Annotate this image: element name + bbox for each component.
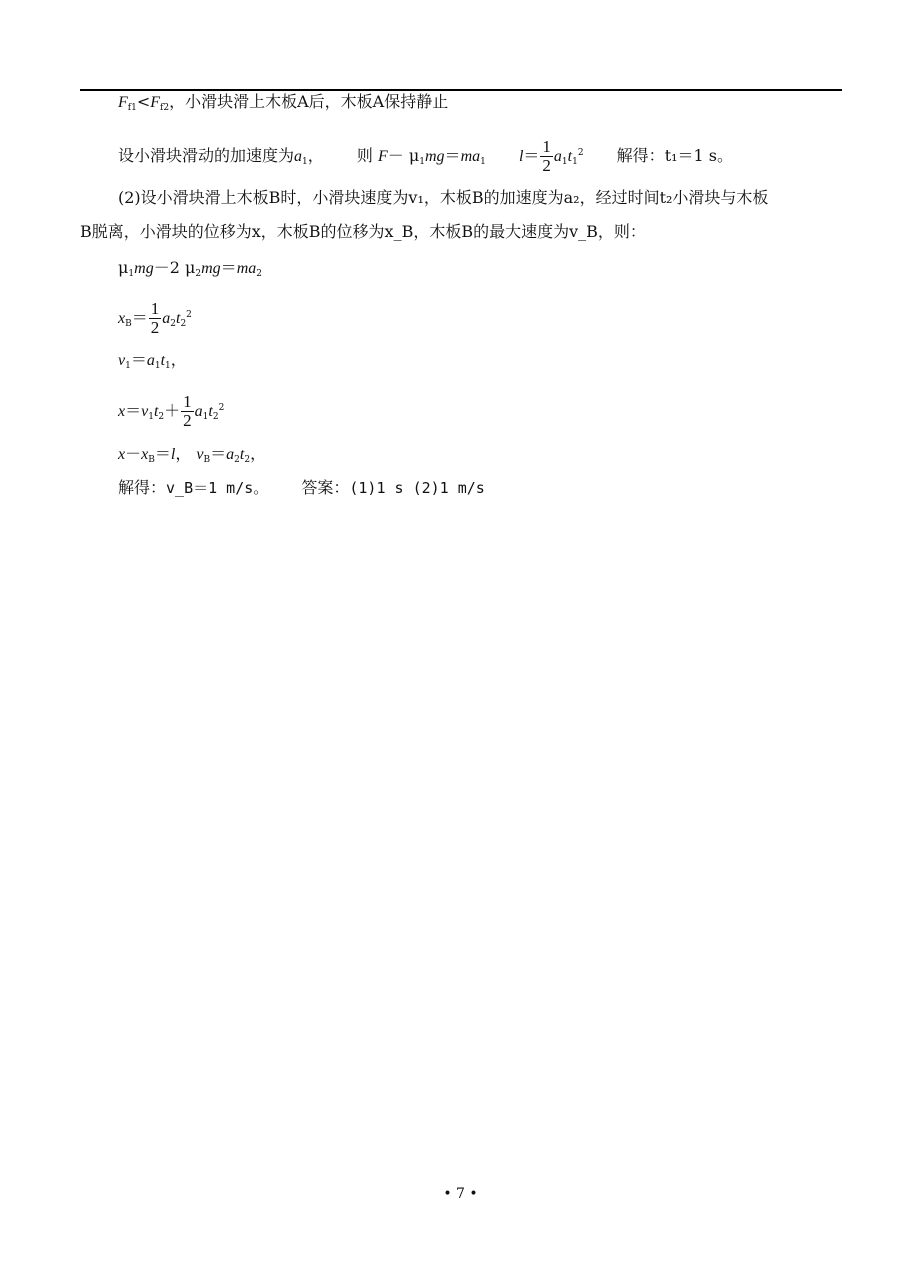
page-number: • 7 • — [443, 1186, 478, 1202]
time-result: t₁＝1 s。 — [664, 146, 734, 165]
condition-line: $F_{f1}<F_{f2}$，小滑块滑上木板A后，木板A保持静止 — [118, 92, 449, 113]
equation-displacement-b: $x_B=$ $\frac{1}{2}$ $a_2t_2^2$ — [118, 299, 192, 337]
acceleration-line: 设小滑块滑动的加速度为$a_1$， 则 $F- \mu_1mg=ma_1$ l＝ $\frac{1}{2}$ $a_1t_1^2$ 解得：t₁＝1 s。 — [118, 137, 734, 175]
equation-relative: $x-x_B=l$， $v_B=a_2t_2$， — [118, 444, 267, 465]
answer-label: 答案： — [301, 478, 350, 497]
fraction-half: $\frac{1}{2}$ — [542, 137, 551, 175]
answer-text: (1)1 s (2)1 m/s — [349, 479, 485, 497]
final-result: v_B＝1 m/s。 — [166, 479, 269, 497]
final-answer-line — [118, 478, 485, 498]
then-word: 则 — [356, 146, 373, 165]
equation-displacement-x: $x=v_1t_2+$ $\frac{1}{2}$ $a_1t_2^2$ — [118, 392, 225, 430]
equation-force: $\mu_1mg-2$ $\mu_2mg=ma_2$ — [118, 258, 262, 279]
header-rule — [80, 89, 842, 91]
solve-label: 解得： — [616, 146, 665, 165]
part2-intro-line: (2)设小滑块滑上木板B时，小滑块速度为v₁，木板B的加速度为a₂，经过时间t₂小滑块与木板 — [118, 188, 769, 207]
part2-continued-line: B脱离，小滑块的位移为x，木板B的位移为x_B，木板B的最大速度为v_B，则： — [80, 222, 646, 241]
solve-label: 解得： — [118, 478, 167, 497]
fraction-half: $\frac{1}{2}$ — [183, 392, 192, 430]
condition-text: 小滑块滑上木板A后，木板A保持静止 — [185, 92, 449, 111]
equation-velocity: $v_1=a_1t_1$， — [118, 350, 187, 371]
fraction-half: $\frac{1}{2}$ — [150, 299, 160, 337]
acceleration-intro: 设小滑块滑动的加速度为 — [118, 146, 295, 165]
